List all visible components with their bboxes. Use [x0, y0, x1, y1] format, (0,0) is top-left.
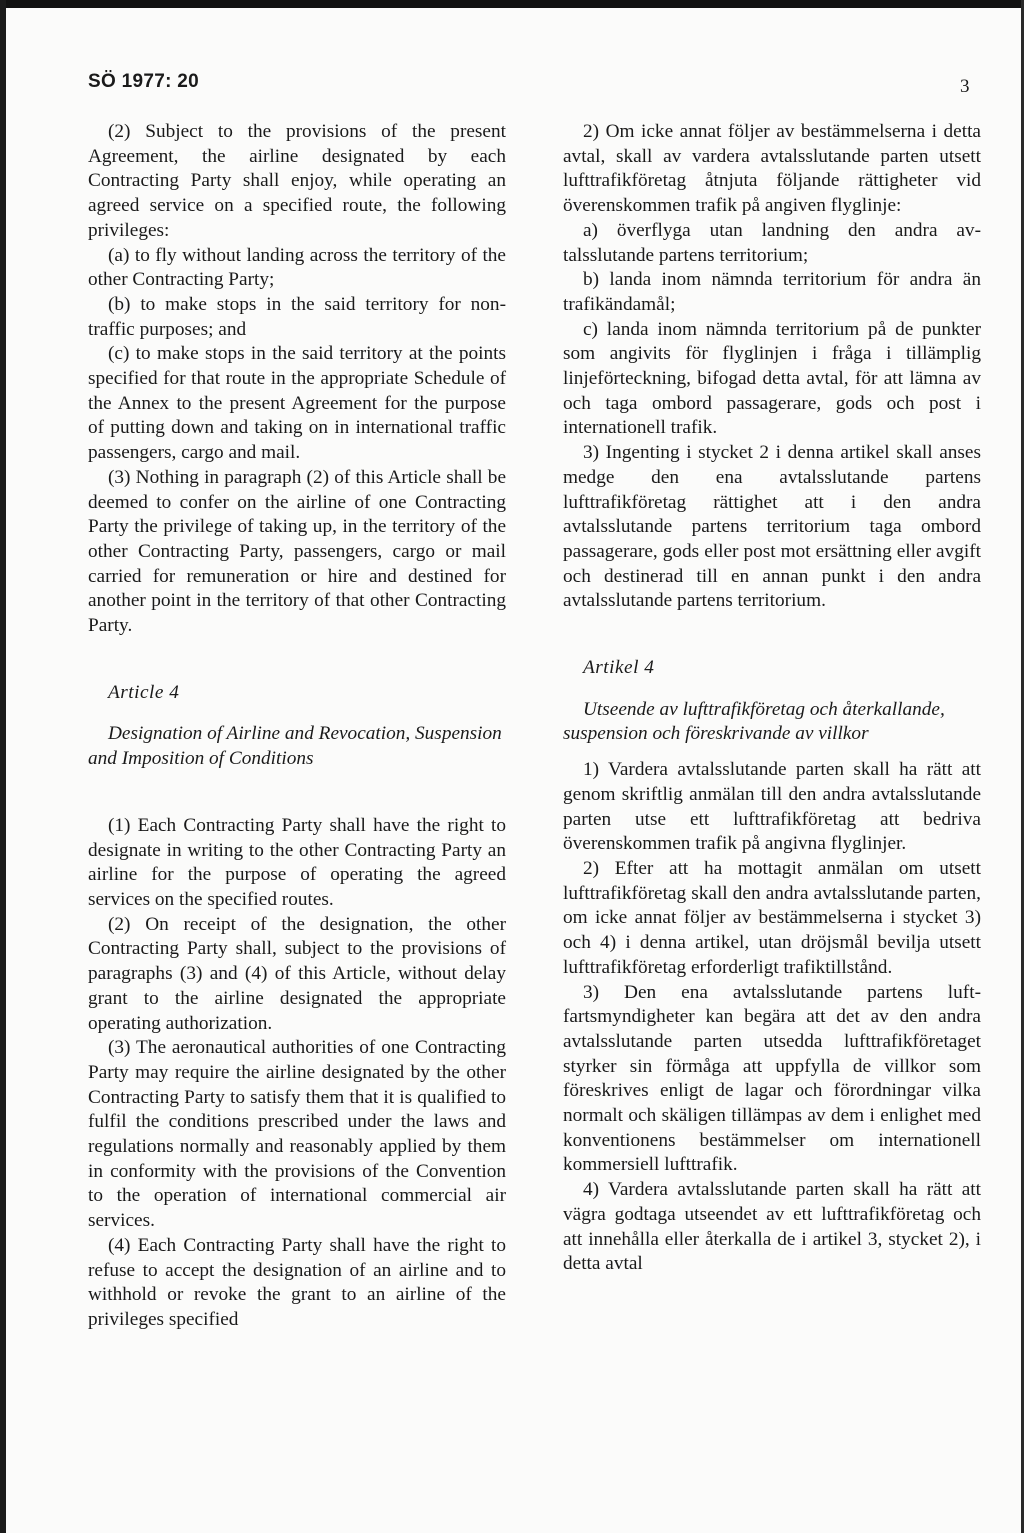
article-subtitle: Designation of Airline and Revocation, Suspension and Imposition of Conditions: [88, 723, 502, 770]
paragraph: b) landa inom nämnda territorium för andra än trafikändamål;: [563, 269, 981, 315]
paragraph: c) landa inom nämnda territorium på de punkter som angivits för flyglinjen i fråga i tillämplig linjeförteckning, bifogad detta avtal, för att lämna av och taga ombord passagerare, gods och post i internationell trafik.: [563, 318, 981, 439]
paragraph: 3) Den ena avtalsslutande partens luftfartsmyndigheter kan begära att det av den andra avtalsslutande parten utsedda lufttrafikföretaget styrker sin förmåga att uppfylla de villkor som föreskrives enligt de lagar och förordningar vilka normalt och skäligen tillämpas av dem i enlighet med konventionens bestämmelser om internationell kommersiell lufttrafik.: [563, 981, 981, 1176]
paragraph: 1) Vardera avtalsslutande parten skall ha rätt att genom skriftlig anmälan till den andra avtalsslutande parten utse ett lufttrafikföretag att bedriva överenskommen trafik på angivna flyglinjer.: [563, 759, 981, 855]
paragraph: 4) Vardera avtalsslutande parten skall ha rätt att vägra godtaga utseendet av ett lufttrafikföretag och att innehålla eller återkalla de i artikel 3, stycket 2), i detta avtal: [563, 1179, 981, 1275]
article-subtitle: Utseende av lufttrafikföretag och återkallande, suspension och föreskrivande av villkor: [563, 698, 945, 745]
running-head: SÖ 1977: 20: [88, 71, 200, 92]
paragraph: (3) The aeronautical authorities of one Contracting Party may require the airline designated by the other Contracting Party to satisfy them that it is qualified to fulfil the conditions prescribed under the laws and regulations normally and reasonably applied by them in conformity with the provisions of the Convention to the operation of international commercial air services.: [88, 1037, 506, 1232]
paragraph: (c) to make stops in the said territory at the points specified for that route in the appropriate Schedule of the Annex to the present Agreement for the purpose of putting down and taking on in international traffic passengers, cargo and mail.: [88, 343, 506, 464]
paragraph: (2) On receipt of the designation, the other Contracting Party shall, subject to the provisions of paragraphs (3) and (4) of this Article, without delay grant to the airline designated the appropriate operating authorization.: [88, 913, 506, 1034]
page-number: 3: [960, 76, 970, 97]
article-title: Artikel 4: [583, 657, 655, 679]
paragraph: (3) Nothing in paragraph (2) of this Article shall be deemed to confer on the airline of one Contracting Party the privilege of taking up, in the territory of the other Contracting Party, passengers, cargo or mail carried for remuneration or hire and destined for another point in the territory of that other Contracting Party.: [88, 466, 506, 637]
paragraph: 2) Efter att ha mottagit anmälan om utsett lufttrafikföretag skall den andra avtalsslutande parten, om icke annat följer av bestämmelserna i stycket 3) och 4) i denna artikel, utan dröjsmål bevilja utsett lufttrafikföretag erforderligt trafiktillstånd.: [563, 857, 981, 978]
paragraph: a) överflyga utan landning den andra avtalsslutande partens territorium;: [563, 219, 981, 266]
paragraph: 3) Ingenting i stycket 2 i denna artikel skall anses medge den ena avtalsslutande partens lufttrafikföretag rättighet att i den andra avtalsslutande partens territorium taga ombord passagerare, gods eller post mot ersättning eller avgift och destinerad till en annan punkt i den andra avtalsslutande partens territorium.: [563, 442, 981, 612]
paragraph: (a) to fly without landing across the territory of the other Contracting Party;: [88, 244, 506, 291]
scan-border-top: [0, 0, 1024, 8]
paragraph: (4) Each Contracting Party shall have the right to refuse to accept the designation of an airline and to withhold or revoke the grant to an airline of the privileges specified: [88, 1234, 506, 1330]
paragraph: 2) Om icke annat följer av bestämmelserna i detta avtal, skall av vardera avtalsslutande parten utsett lufttrafikföretag åtnjuta följande rättigheter vid överenskommen trafik på angiven flyglinje:: [563, 121, 981, 217]
swedish-column: [563, 120, 981, 1277]
scan-border-left: [0, 0, 6, 1533]
english-column: [88, 120, 506, 1333]
article-title: Article 4: [108, 681, 180, 703]
paragraph: (1) Each Contracting Party shall have the right to designate in writing to the other Contracting Party an airline for the purpose of operating the agreed services on the specified routes.: [88, 814, 506, 910]
paragraph: (b) to make stops in the said territory for non-traffic purposes; and: [88, 293, 506, 340]
paragraph: (2) Subject to the provisions of the present Agreement, the airline designated by each Contracting Party shall enjoy, while operating an agreed service on a specified route, the following privileges:: [88, 121, 506, 241]
